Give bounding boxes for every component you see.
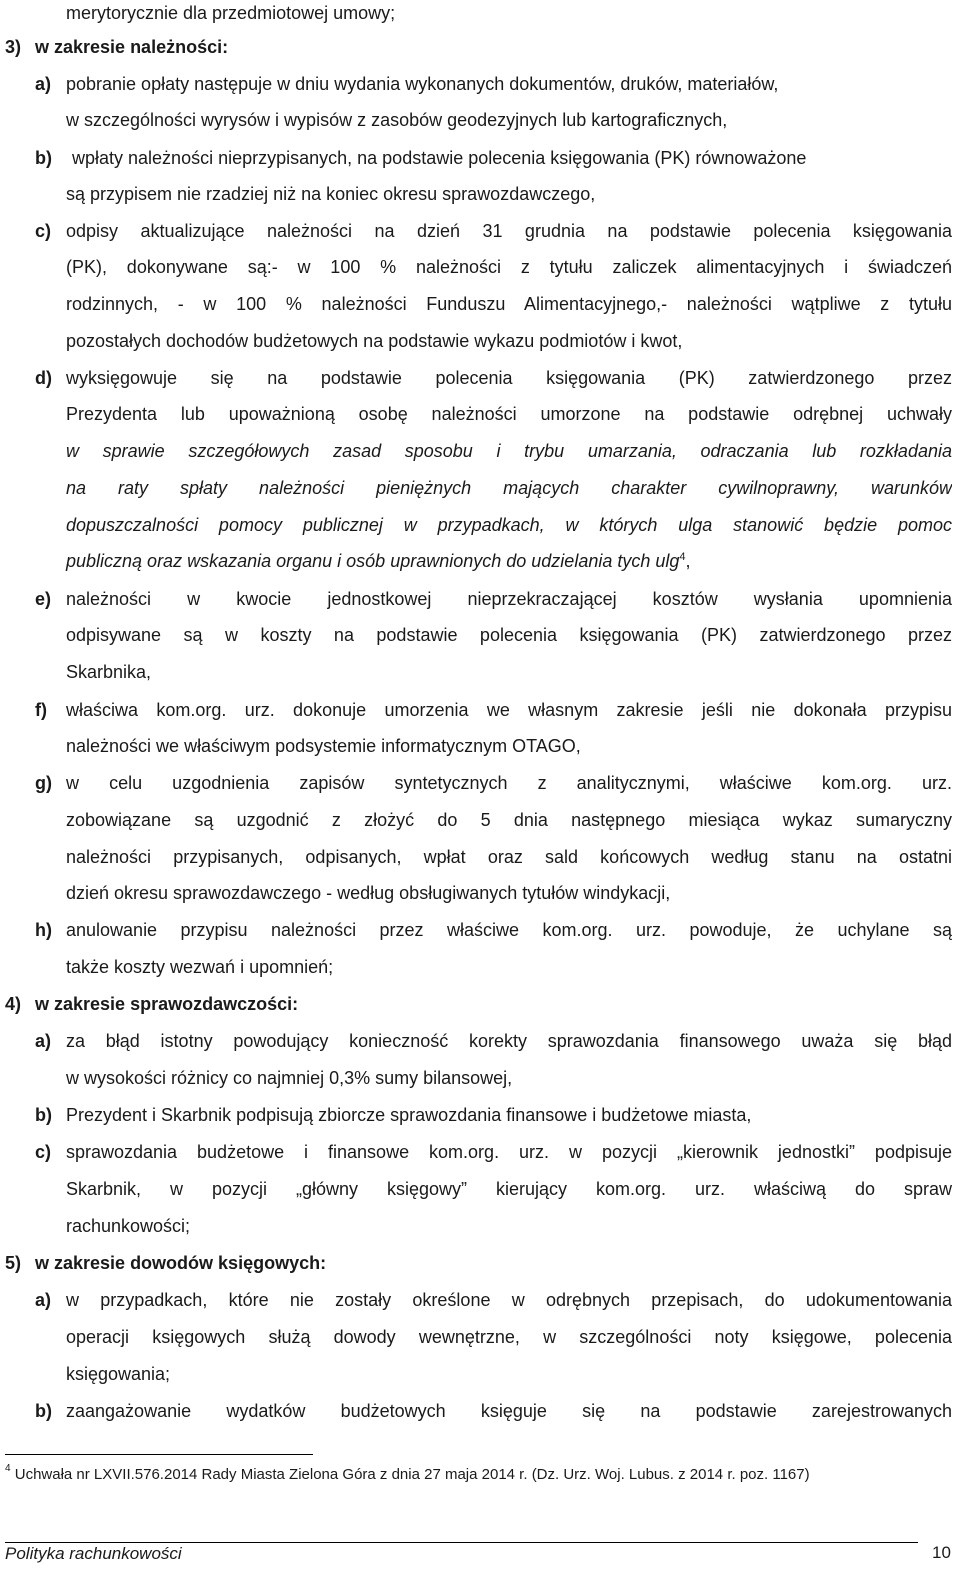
- footnote: [5, 1465, 810, 1485]
- list-marker: h): [35, 920, 52, 940]
- list-marker: g): [35, 773, 52, 793]
- text-line: należności przypisanych, odpisanych, wpłat oraz sald końcowych według stanu na ostatni: [66, 847, 952, 867]
- text-line: księgowania;: [66, 1364, 171, 1384]
- text-line: w szczególności wyrysów i wypisów z zasobów geodezyjnych lub kartograficznych,: [66, 110, 728, 130]
- paragraph-line: [0, 548, 960, 574]
- text-line: anulowanie przypisu należności przez właściwe kom.org. urz. powoduje, że uchylane są: [66, 920, 952, 940]
- section-heading-5: [0, 1250, 960, 1276]
- paragraph-line: [0, 954, 960, 980]
- paragraph-line: [0, 659, 960, 685]
- text-line: w wysokości różnicy co najmniej 0,3% sumy bilansowej,: [66, 1068, 513, 1088]
- text-line: rachunkowości;: [66, 1216, 191, 1236]
- page-number: 10: [932, 1543, 951, 1562]
- list-marker: a): [35, 1031, 52, 1051]
- list-item-3f: [0, 697, 960, 723]
- paragraph-line: [0, 107, 960, 133]
- text-line: sprawozdania budżetowe i finansowe kom.org. urz. w pozycji „kierownik jednostki” podpisuje: [66, 1142, 952, 1162]
- section-title: w zakresie należności:: [35, 37, 229, 57]
- text-line: merytorycznie dla przedmiotowej umowy;: [66, 3, 396, 23]
- paragraph-line: [0, 328, 960, 354]
- list-item-3h: [0, 917, 960, 943]
- text-line: wyksięgowuje się na podstawie polecenia księgowania (PK) zatwierdzonego przez: [66, 368, 952, 388]
- list-item-4a: [0, 1028, 960, 1054]
- section-number: 4): [5, 994, 22, 1014]
- text-line: pozostałych dochodów budżetowych na podstawie wykazu podmiotów i kwot,: [66, 331, 683, 351]
- footer-rule: [5, 1542, 918, 1543]
- paragraph-line: [0, 1176, 960, 1202]
- section-heading-3: [0, 34, 960, 60]
- text-line: pobranie opłaty następuje w dniu wydania wykonanych dokumentów, druków, materiałów,: [66, 74, 779, 94]
- text-line: Skarbnik, w pozycji „główny księgowy” kierujący kom.org. urz. właściwą do spraw: [66, 1179, 952, 1199]
- text-line: (PK), dokonywane są:- w 100 % należności z tytułu zaliczek alimentacyjnych i świadczeń: [66, 257, 952, 277]
- footnote-separator: [5, 1454, 313, 1455]
- text-line: rodzinnych, - w 100 % należności Funduszu Alimentacyjnego,- należności wątpliwe z tytułu: [66, 294, 952, 314]
- list-marker: a): [35, 1290, 52, 1310]
- text-line: w celu uzgodnienia zapisów syntetycznych z analitycznymi, właściwe kom.org. urz.: [66, 773, 952, 793]
- text-line: [66, 548, 691, 574]
- list-item-3c: [0, 218, 960, 244]
- text-line: zobowiązane są uzgodnić z złożyć do 5 dnia następnego miesiąca wykaz sumaryczny: [66, 810, 952, 830]
- paragraph-line: [0, 291, 960, 317]
- section-title: w zakresie dowodów księgowych:: [35, 1253, 327, 1273]
- text-line: odpisy aktualizujące należności na dzień 31 grudnia na podstawie polecenia księgowania: [66, 221, 952, 241]
- list-item-5a: [0, 1287, 960, 1313]
- text-line: wpłaty należności nieprzypisanych, na podstawie polecenia księgowania (PK) równoważone: [72, 148, 807, 168]
- text-line: dopuszczalności pomocy publicznej w przypadkach, w których ulga stanowić będzie pomoc: [66, 515, 952, 535]
- footnote-reference[interactable]: 4: [679, 551, 686, 563]
- paragraph-line: [0, 1361, 960, 1387]
- list-marker: b): [35, 1401, 52, 1421]
- text-line: operacji księgowych służą dowody wewnętrzne, w szczególności noty księgowe, polecenia: [66, 1327, 952, 1347]
- paragraph-line: [0, 181, 960, 207]
- section-number: 3): [5, 37, 22, 57]
- list-marker: a): [35, 74, 52, 94]
- footnote-text: Uchwała nr LXVII.576.2014 Rady Miasta Zielona Góra z dnia 27 maja 2014 r. (Dz. Urz. Woj. Lubus. z 2014 r. poz. 1167): [10, 1466, 810, 1483]
- list-marker: c): [35, 1142, 52, 1162]
- section-number: 5): [5, 1253, 22, 1273]
- text-line: na raty spłaty należności pieniężnych mających charakter cywilnoprawny, warunków: [66, 478, 952, 498]
- list-item-3g: [0, 770, 960, 796]
- paragraph-line: [0, 622, 960, 648]
- paragraph-line: [0, 438, 960, 464]
- text-line: należności we właściwym podsystemie informatycznym OTAGO,: [66, 736, 581, 756]
- text-line: zaangażowanie wydatków budżetowych księguje się na podstawie zarejestrowanych: [66, 1401, 952, 1421]
- paragraph-line: [0, 733, 960, 759]
- text-line: także koszty wezwań i upomnień;: [66, 957, 334, 977]
- paragraph-line: [0, 1213, 960, 1239]
- list-marker: b): [35, 1105, 52, 1125]
- list-item-3d: [0, 365, 960, 391]
- italic-text: publiczną oraz wskazania organu i osób uprawnionych do udzielania tych ulg: [66, 551, 680, 571]
- text-line: odpisywane są w koszty na podstawie polecenia księgowania (PK) zatwierdzonego przez: [66, 625, 952, 645]
- list-item-3b: [0, 145, 960, 171]
- paragraph-line: [0, 254, 960, 280]
- list-item-5b: [0, 1398, 960, 1424]
- list-item-4c: [0, 1139, 960, 1165]
- list-marker: e): [35, 589, 52, 609]
- paragraph-line: [0, 807, 960, 833]
- paragraph-line: [0, 512, 960, 538]
- punctuation: ,: [685, 551, 691, 571]
- text-line: należności w kwocie jednostkowej nieprzekraczającej kosztów wysłania upomnienia: [66, 589, 952, 609]
- list-item-3e: [0, 586, 960, 612]
- list-item-4b: [0, 1102, 960, 1128]
- paragraph-line: [0, 1065, 960, 1091]
- paragraph-line: [0, 401, 960, 427]
- text-line: są przypisem nie rzadziej niż na koniec okresu sprawozdawczego,: [66, 184, 596, 204]
- list-marker: c): [35, 221, 52, 241]
- footnote-number: 4: [5, 1463, 11, 1474]
- text-line: za błąd istotny powodujący konieczność korekty sprawozdania finansowego uważa się błąd: [66, 1031, 952, 1051]
- footer-document-title: Polityka rachunkowości: [5, 1544, 182, 1563]
- list-marker: b): [35, 148, 52, 168]
- list-marker: d): [35, 368, 52, 388]
- list-marker: f): [35, 700, 47, 720]
- text-line: Prezydent i Skarbnik podpisują zbiorcze sprawozdania finansowe i budżetowe miasta,: [66, 1105, 752, 1125]
- section-title: w zakresie sprawozdawczości:: [35, 994, 299, 1014]
- text-line: właściwa kom.org. urz. dokonuje umorzenia we własnym zakresie jeśli nie dokonała przypisu: [66, 700, 952, 720]
- text-line: Skarbnika,: [66, 662, 152, 682]
- paragraph-line: [0, 1324, 960, 1350]
- text-line: w przypadkach, które nie zostały określone w odrębnych przepisach, do udokumentowania: [66, 1290, 952, 1310]
- text-line: dzień okresu sprawozdawczego - według obsługiwanych tytułów windykacji,: [66, 883, 671, 903]
- text-line: w sprawie szczegółowych zasad sposobu i trybu umarzania, odraczania lub rozkładania: [66, 441, 952, 461]
- paragraph-line: [0, 0, 960, 26]
- text-line: Prezydenta lub upoważnioną osobę należności umorzone na podstawie odrębnej uchwały: [66, 404, 952, 424]
- paragraph-line: [0, 475, 960, 501]
- list-item-3a: [0, 71, 960, 97]
- section-heading-4: [0, 991, 960, 1017]
- paragraph-line: [0, 880, 960, 906]
- paragraph-line: [0, 844, 960, 870]
